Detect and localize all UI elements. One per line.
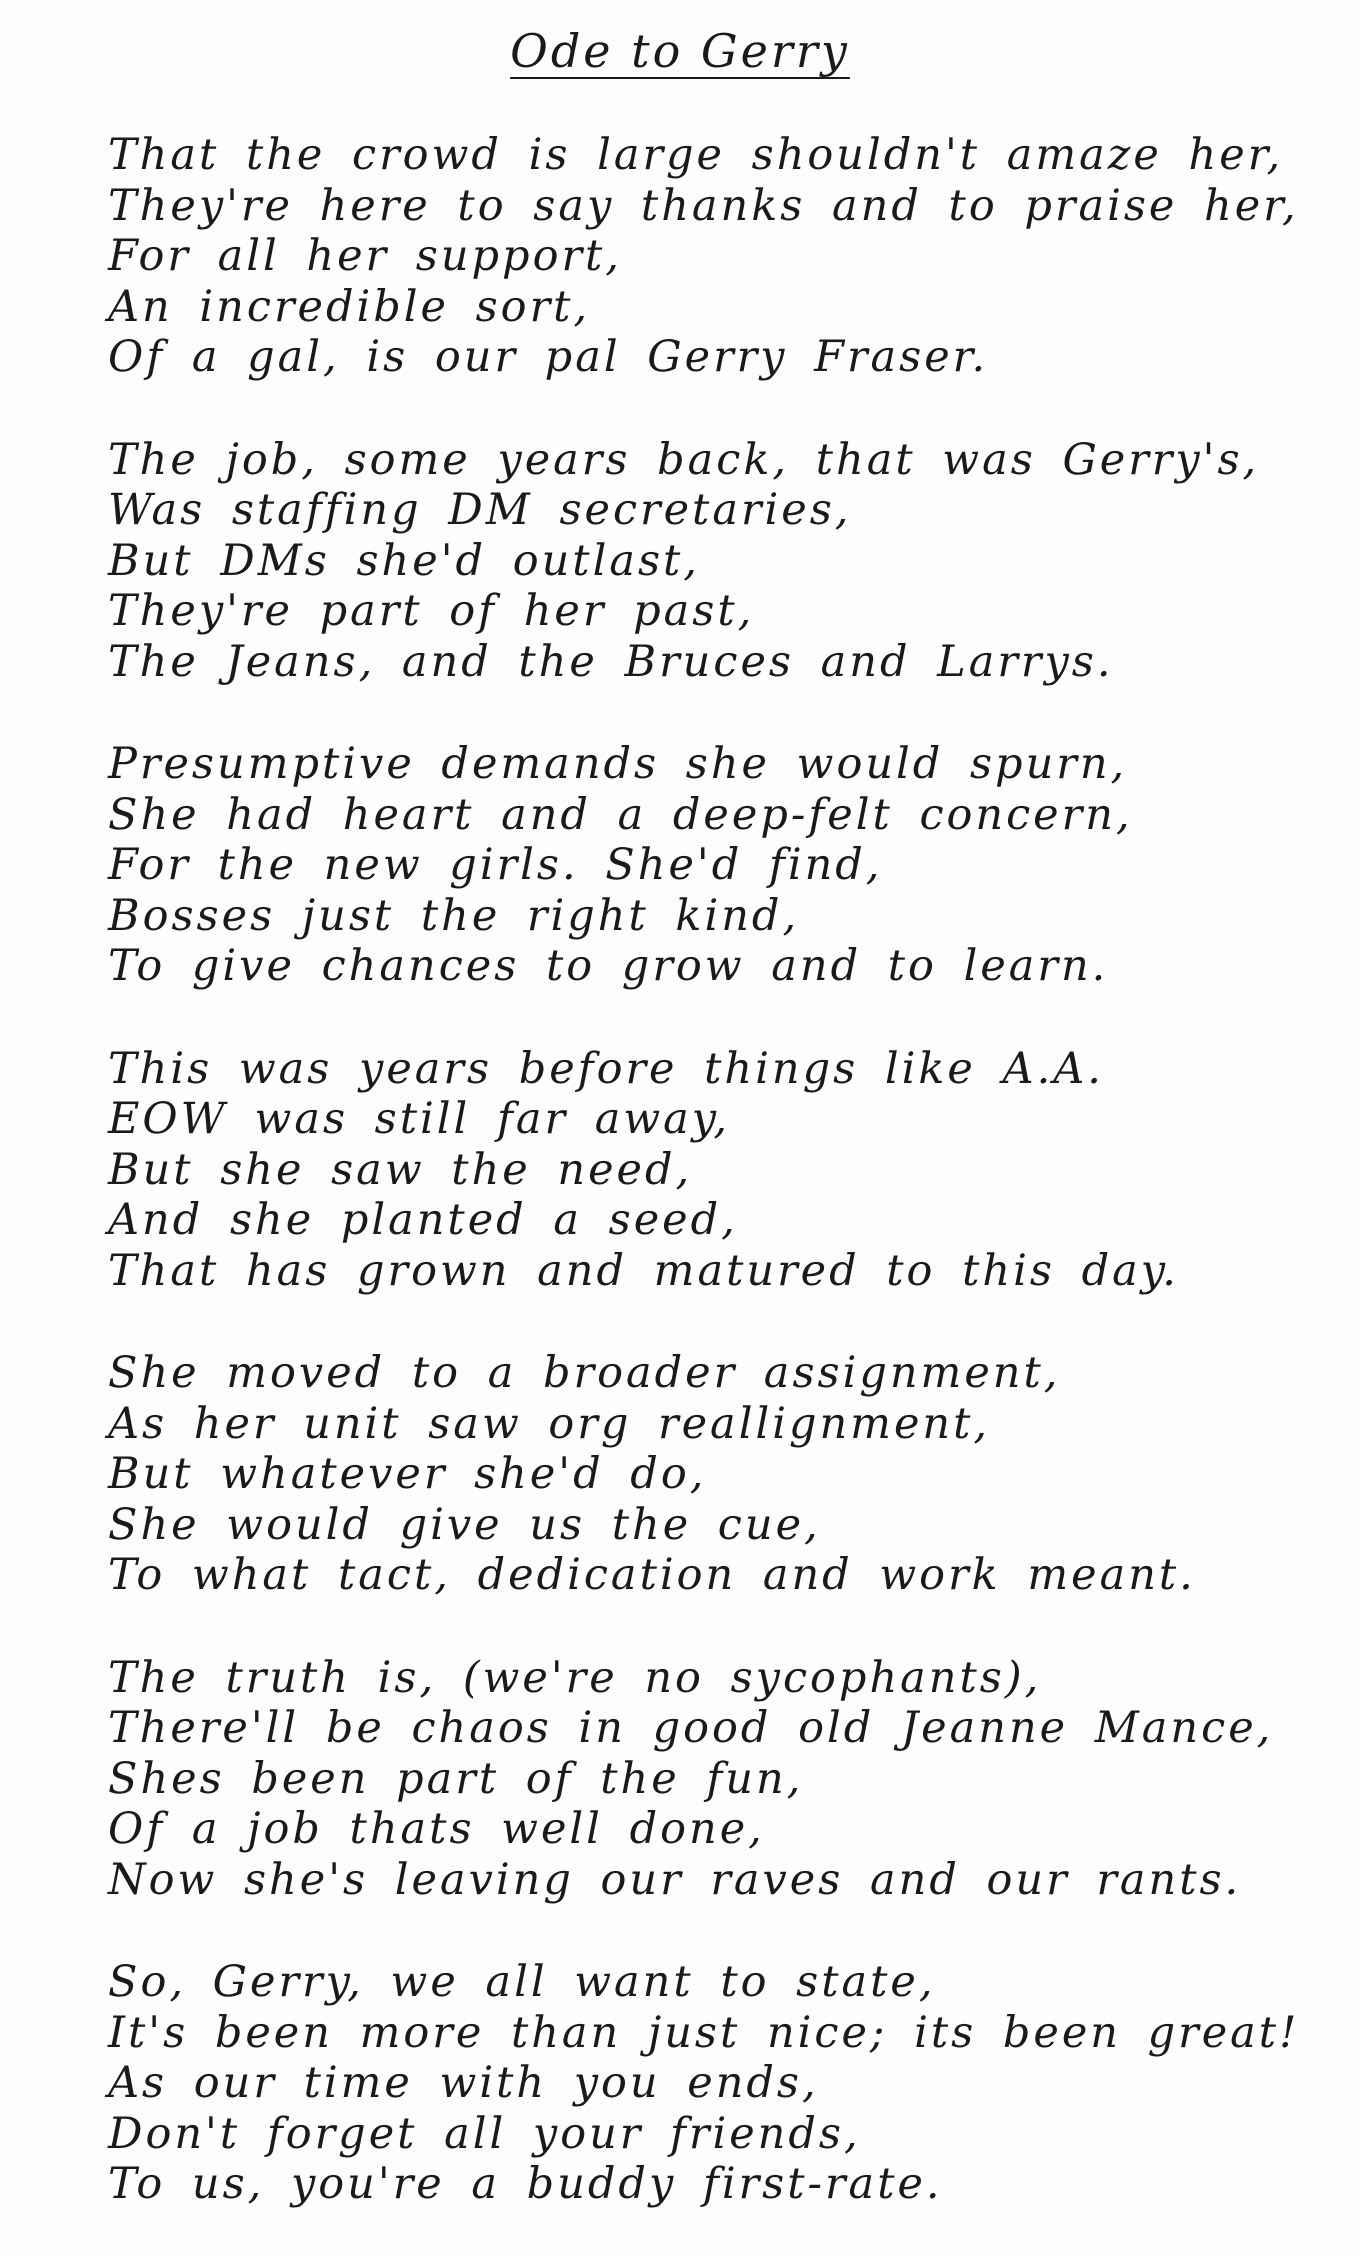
poem-line: Of a gal, is our pal Gerry Fraser. <box>108 332 989 382</box>
poem-line: Don't forget all your friends, <box>108 2108 861 2159</box>
stanza-1 <box>108 130 1338 383</box>
poem-line: And she planted a seed, <box>108 1195 738 1245</box>
poem-line: She would give us the cue, <box>108 1499 821 1550</box>
stanza-5 <box>108 1348 1338 1601</box>
poem-line: As our time with you ends, <box>108 2058 819 2108</box>
poem-title-block <box>0 24 1360 78</box>
poem-line: That the crowd is large shouldn't amaze her, <box>108 130 1284 180</box>
poem-line: EOW was still far away, <box>108 1094 731 1144</box>
poem-line: Presumptive demands she would spurn, <box>108 739 1128 789</box>
poem-line: But whatever she'd do, <box>108 1449 707 1499</box>
poem-line: Now she's leaving our raves and our rants. <box>108 1854 1242 1905</box>
poem-line: There'll be chaos in good old Jeanne Mance, <box>108 1703 1274 1753</box>
poem-line: Shes been part of the fun, <box>108 1753 804 1804</box>
poem-line: For the new girls. She'd find, <box>108 840 883 890</box>
stanza-6 <box>108 1653 1338 1906</box>
poem-line: So, Gerry, we all want to state, <box>108 1957 936 2007</box>
poem-line: Bosses just the right kind, <box>108 890 800 941</box>
stanza-3 <box>108 739 1338 992</box>
poem-line: For all her support, <box>108 231 622 281</box>
poem-body <box>108 130 1338 2262</box>
poem-line: She moved to a broader assignment, <box>108 1348 1061 1398</box>
poem-line: But DMs she'd outlast, <box>108 535 700 586</box>
poem-line: The job, some years back, that was Gerry's, <box>108 434 1260 485</box>
stanza-2 <box>108 435 1338 688</box>
poem-line: She had heart and a deep-felt concern, <box>108 789 1133 840</box>
poem-line: This was years before things like A.A. <box>108 1043 1104 1094</box>
poem-line: Was staffing DM secretaries, <box>108 485 852 535</box>
stanza-7 <box>108 1957 1338 2210</box>
poem-line: It's been more than just nice; its been great! <box>108 2007 1300 2058</box>
poem-line: The Jeans, and the Bruces and Larrys. <box>108 636 1114 687</box>
poem-line: The truth is, (we're no sycophants), <box>108 1652 1042 1703</box>
poem-line: An incredible sort, <box>108 281 591 332</box>
stanza-4 <box>108 1044 1338 1297</box>
poem-line: To give chances to grow and to learn. <box>108 941 1109 991</box>
poem-line: To what tact, dedication and work meant. <box>108 1550 1196 1600</box>
poem-line: To us, you're a buddy first-rate. <box>108 2159 943 2209</box>
poem-line: But she saw the need, <box>108 1144 693 1195</box>
poem-line: They're part of her past, <box>108 586 755 636</box>
poem-line: That has grown and matured to this day. <box>108 1245 1179 1296</box>
poem-line: As her unit saw org reallignment, <box>108 1398 991 1449</box>
poem-line: They're here to say thanks and to praise her, <box>108 180 1299 231</box>
poem-line: Of a job thats well done, <box>108 1804 765 1854</box>
poem-title: Ode to Gerry <box>510 24 850 78</box>
